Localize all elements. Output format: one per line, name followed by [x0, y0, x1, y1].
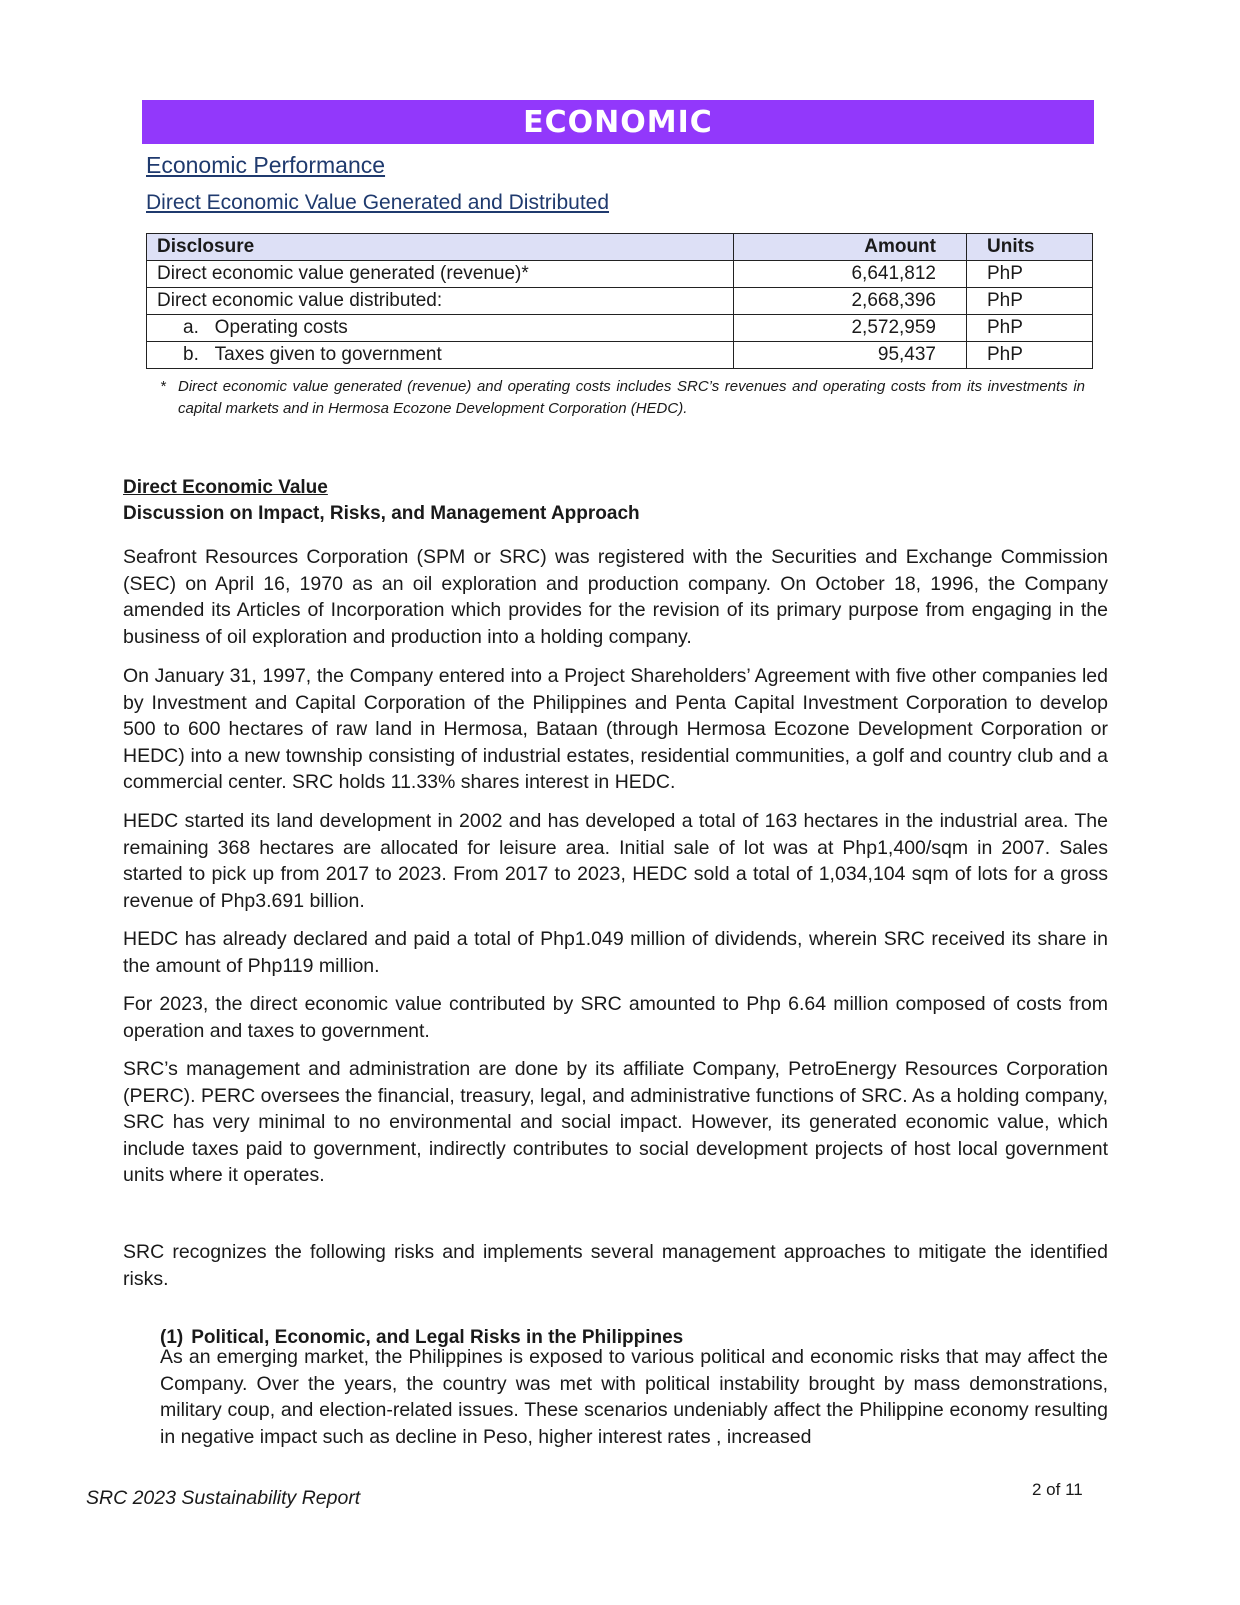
paragraph: Seafront Resources Corporation (SPM or SRC) was registered with the Securities and Exchange Commission (SEC) on April 16, 1970 as an oil exploration and production company. On October 18, 1996, the Company amended its Articles of Incorporation which provides for the revision of its primary purpose from engaging in the business of oil exploration and production into a holding company.	[123, 546, 1108, 648]
row-label: Direct economic value distributed:	[147, 288, 734, 315]
header-units: Units	[967, 234, 1093, 261]
table-row	[147, 342, 1093, 369]
row-unit: PhP	[967, 342, 1093, 369]
table-footnote	[160, 376, 1085, 420]
table-header-row	[147, 234, 1093, 261]
risk-number: (1)	[160, 1327, 184, 1348]
row-unit: PhP	[967, 261, 1093, 288]
header-disclosure: Disclosure	[147, 234, 734, 261]
footer-report-title: SRC 2023 Sustainability Report	[86, 1487, 361, 1509]
economic-performance-heading: Economic Performance	[146, 152, 386, 178]
row-label: a. Operating costs	[147, 315, 734, 342]
risk-title: Political, Economic, and Legal Risks in the Philippines	[191, 1327, 684, 1348]
row-unit: PhP	[967, 288, 1093, 315]
footnote-text: Direct economic value generated (revenue) and operating costs includes SRC’s revenues and operating costs from its investments in capital markets and in Hermosa Ecozone Development Corporation (HEDC).	[178, 378, 1085, 417]
paragraph: SRC recognizes the following risks and implements several management approaches to mitigate the identified risks.	[123, 1241, 1108, 1290]
row-unit: PhP	[967, 315, 1093, 342]
table-row	[147, 288, 1093, 315]
row-amount: 95,437	[734, 342, 967, 369]
footnote-marker: *	[160, 378, 166, 395]
paragraph: On January 31, 1997, the Company entered into a Project Shareholders’ Agreement with five other companies led by Investment and Capital Corporation of the Philippines and Penta Capital Investment Corporation to develop 500 to 600 hectares of raw land in Hermosa, Bataan (through Hermosa Ecozone Development Corporation or HEDC) into a new township consisting of industrial estates, residential communities, a golf and country club and a commercial center. SRC holds 11.33% shares interest in HEDC.	[123, 665, 1108, 793]
row-amount: 2,572,959	[734, 315, 967, 342]
row-amount: 6,641,812	[734, 261, 967, 288]
row-label: b. Taxes given to government	[147, 342, 734, 369]
header-amount: Amount	[734, 234, 967, 261]
table-row	[147, 315, 1093, 342]
paragraph: HEDC has already declared and paid a total of Php1.049 million of dividends, wherein SRC received its share in the amount of Php119 million.	[123, 928, 1108, 977]
table-row	[147, 261, 1093, 288]
row-amount: 2,668,396	[734, 288, 967, 315]
section-title: Direct Economic Value	[123, 477, 328, 498]
risk-paragraph: As an emerging market, the Philippines is exposed to various political and economic risks that may affect the Company. Over the years, the country was met with political instability brought by mass demonstrations, military coup, and election-related issues. These scenarios undeniably affect the Philippine economy resulting in negative impact such as decline in Peso, higher interest rates , increased	[160, 1346, 1108, 1448]
paragraph: HEDC started its land development in 2002 and has developed a total of 163 hectares in the industrial area. The remaining 368 hectares are allocated for leisure area. Initial sale of lot was at Php1,400/sqm in 2007. Sales started to pick up from 2017 to 2023. From 2017 to 2023, HEDC sold a total of 1,034,104 sqm of lots for a gross revenue of Php3.691 billion.	[123, 810, 1108, 912]
section-subtitle: Discussion on Impact, Risks, and Management Approach	[123, 503, 640, 524]
disclosure-table	[146, 233, 1093, 369]
section-banner: ECONOMIC	[142, 100, 1094, 144]
paragraph: For 2023, the direct economic value contributed by SRC amounted to Php 6.64 million composed of costs from operation and taxes to government.	[123, 993, 1108, 1042]
paragraph: SRC’s management and administration are done by its affiliate Company, PetroEnergy Resources Corporation (PERC). PERC oversees the financial, treasury, legal, and administrative functions of SRC. As a holding company, SRC has very minimal to no environmental and social impact. However, its generated economic value, which include taxes paid to government, indirectly contributes to social development projects of host local government units where it operates.	[123, 1058, 1108, 1186]
footer-page-number: 2 of 11	[1032, 1480, 1083, 1499]
row-label: Direct economic value generated (revenue)*	[147, 261, 734, 288]
direct-value-heading: Direct Economic Value Generated and Distributed	[146, 191, 610, 214]
